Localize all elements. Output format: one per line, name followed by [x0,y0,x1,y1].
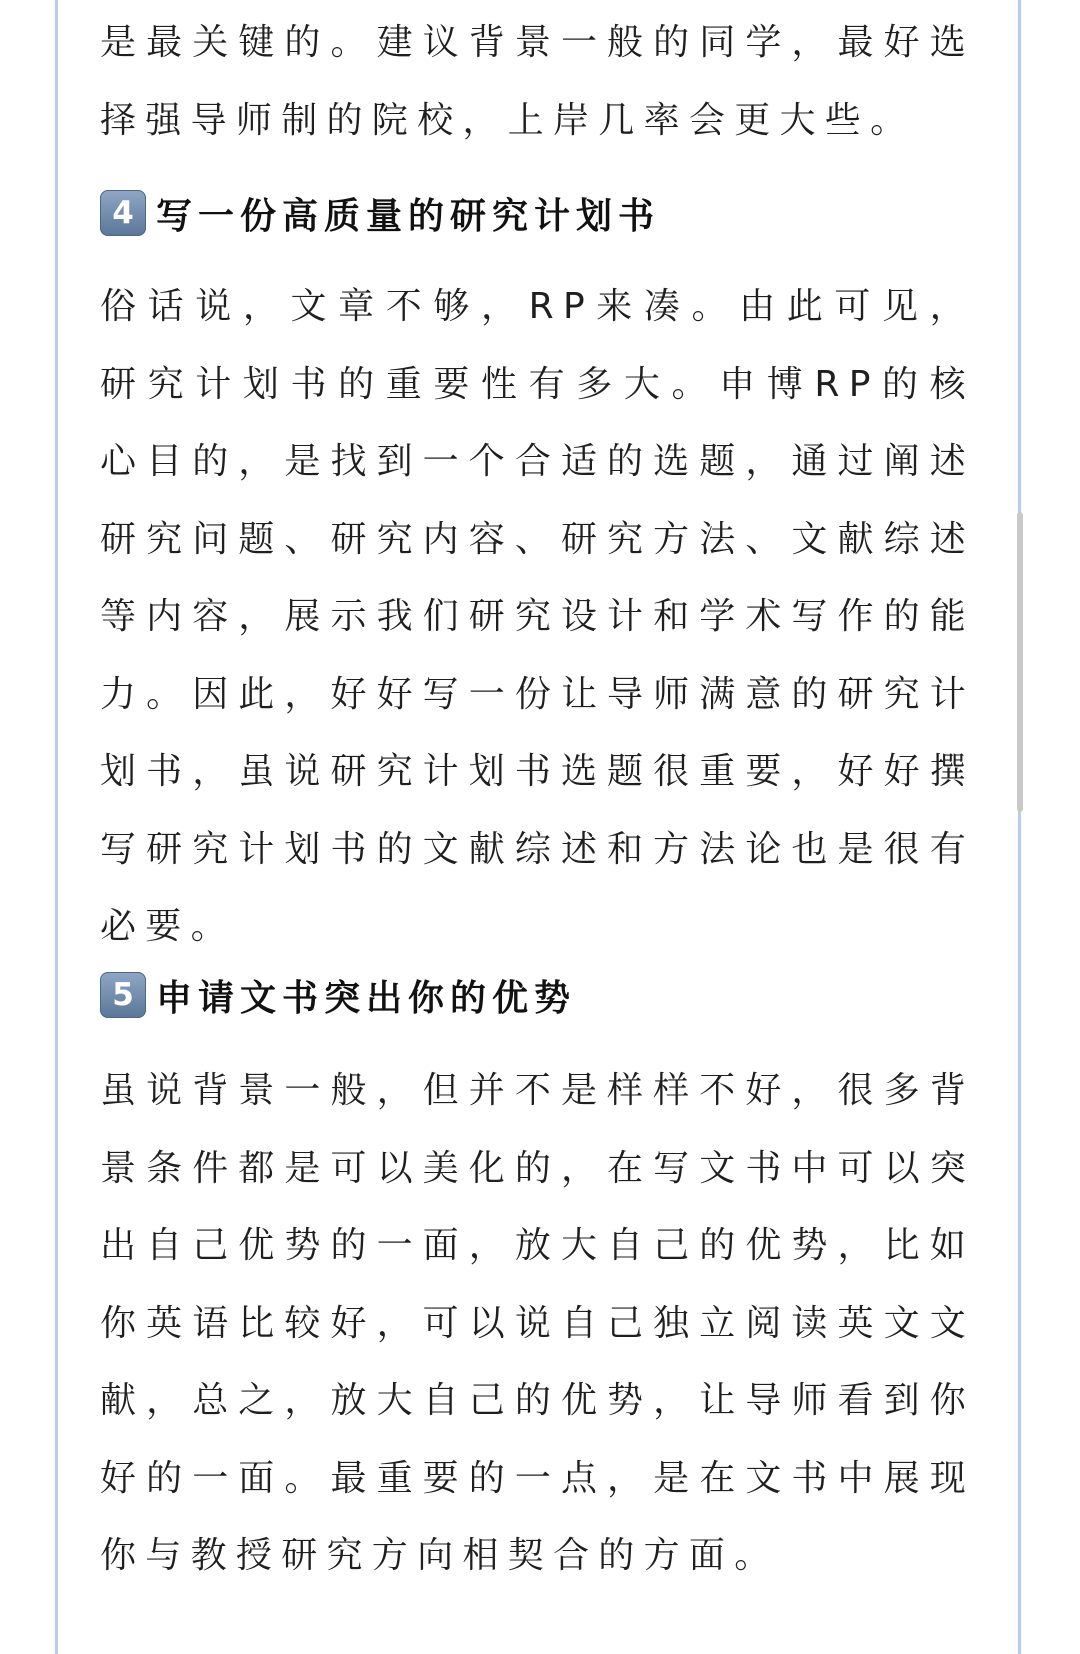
keycap-number-icon: 4 [100,190,146,236]
section-heading-text: 申请文书突出你的优势 [156,977,577,1019]
section-heading-text: 写一份高质量的研究计划书 [156,195,661,237]
intro-paragraph: 是最关键的。建议背景一般的同学，最好选择强导师制的院校，上岸几率会更大些。 [100,22,975,141]
section-heading-5 [100,967,576,1023]
section-heading-4 [100,185,660,241]
section-paragraph-5: 虽说背景一般，但并不是样样不好，很多背景条件都是可以美化的，在写文书中可以突出自己优势的一面，放大自己的优势，比如你英语比较好，可以说自己独立阅读英文文献，总之，放大自己的优势，让导师看到你好的一面。最重要的一点，是在文书中展现你与教授研究方向相契合的方面。 [100,1070,975,1576]
keycap-number-icon: 5 [100,972,146,1018]
section-paragraph-4: 俗话说，文章不够，RP来凑。由此可见，研究计划书的重要性有多大。申博RP的核心目的，是找到一个合适的选题，通过阐述研究问题、研究内容、研究方法、文献综述等内容，展示我们研究设计和学术写作的能力。因此，好好写一份让导师满意的研究计划书，虽说研究计划书选题很重要，好好撰写研究计划书的文献综述和方法论也是很有必要。 [100,286,975,947]
scrollbar-thumb[interactable] [1017,512,1023,812]
